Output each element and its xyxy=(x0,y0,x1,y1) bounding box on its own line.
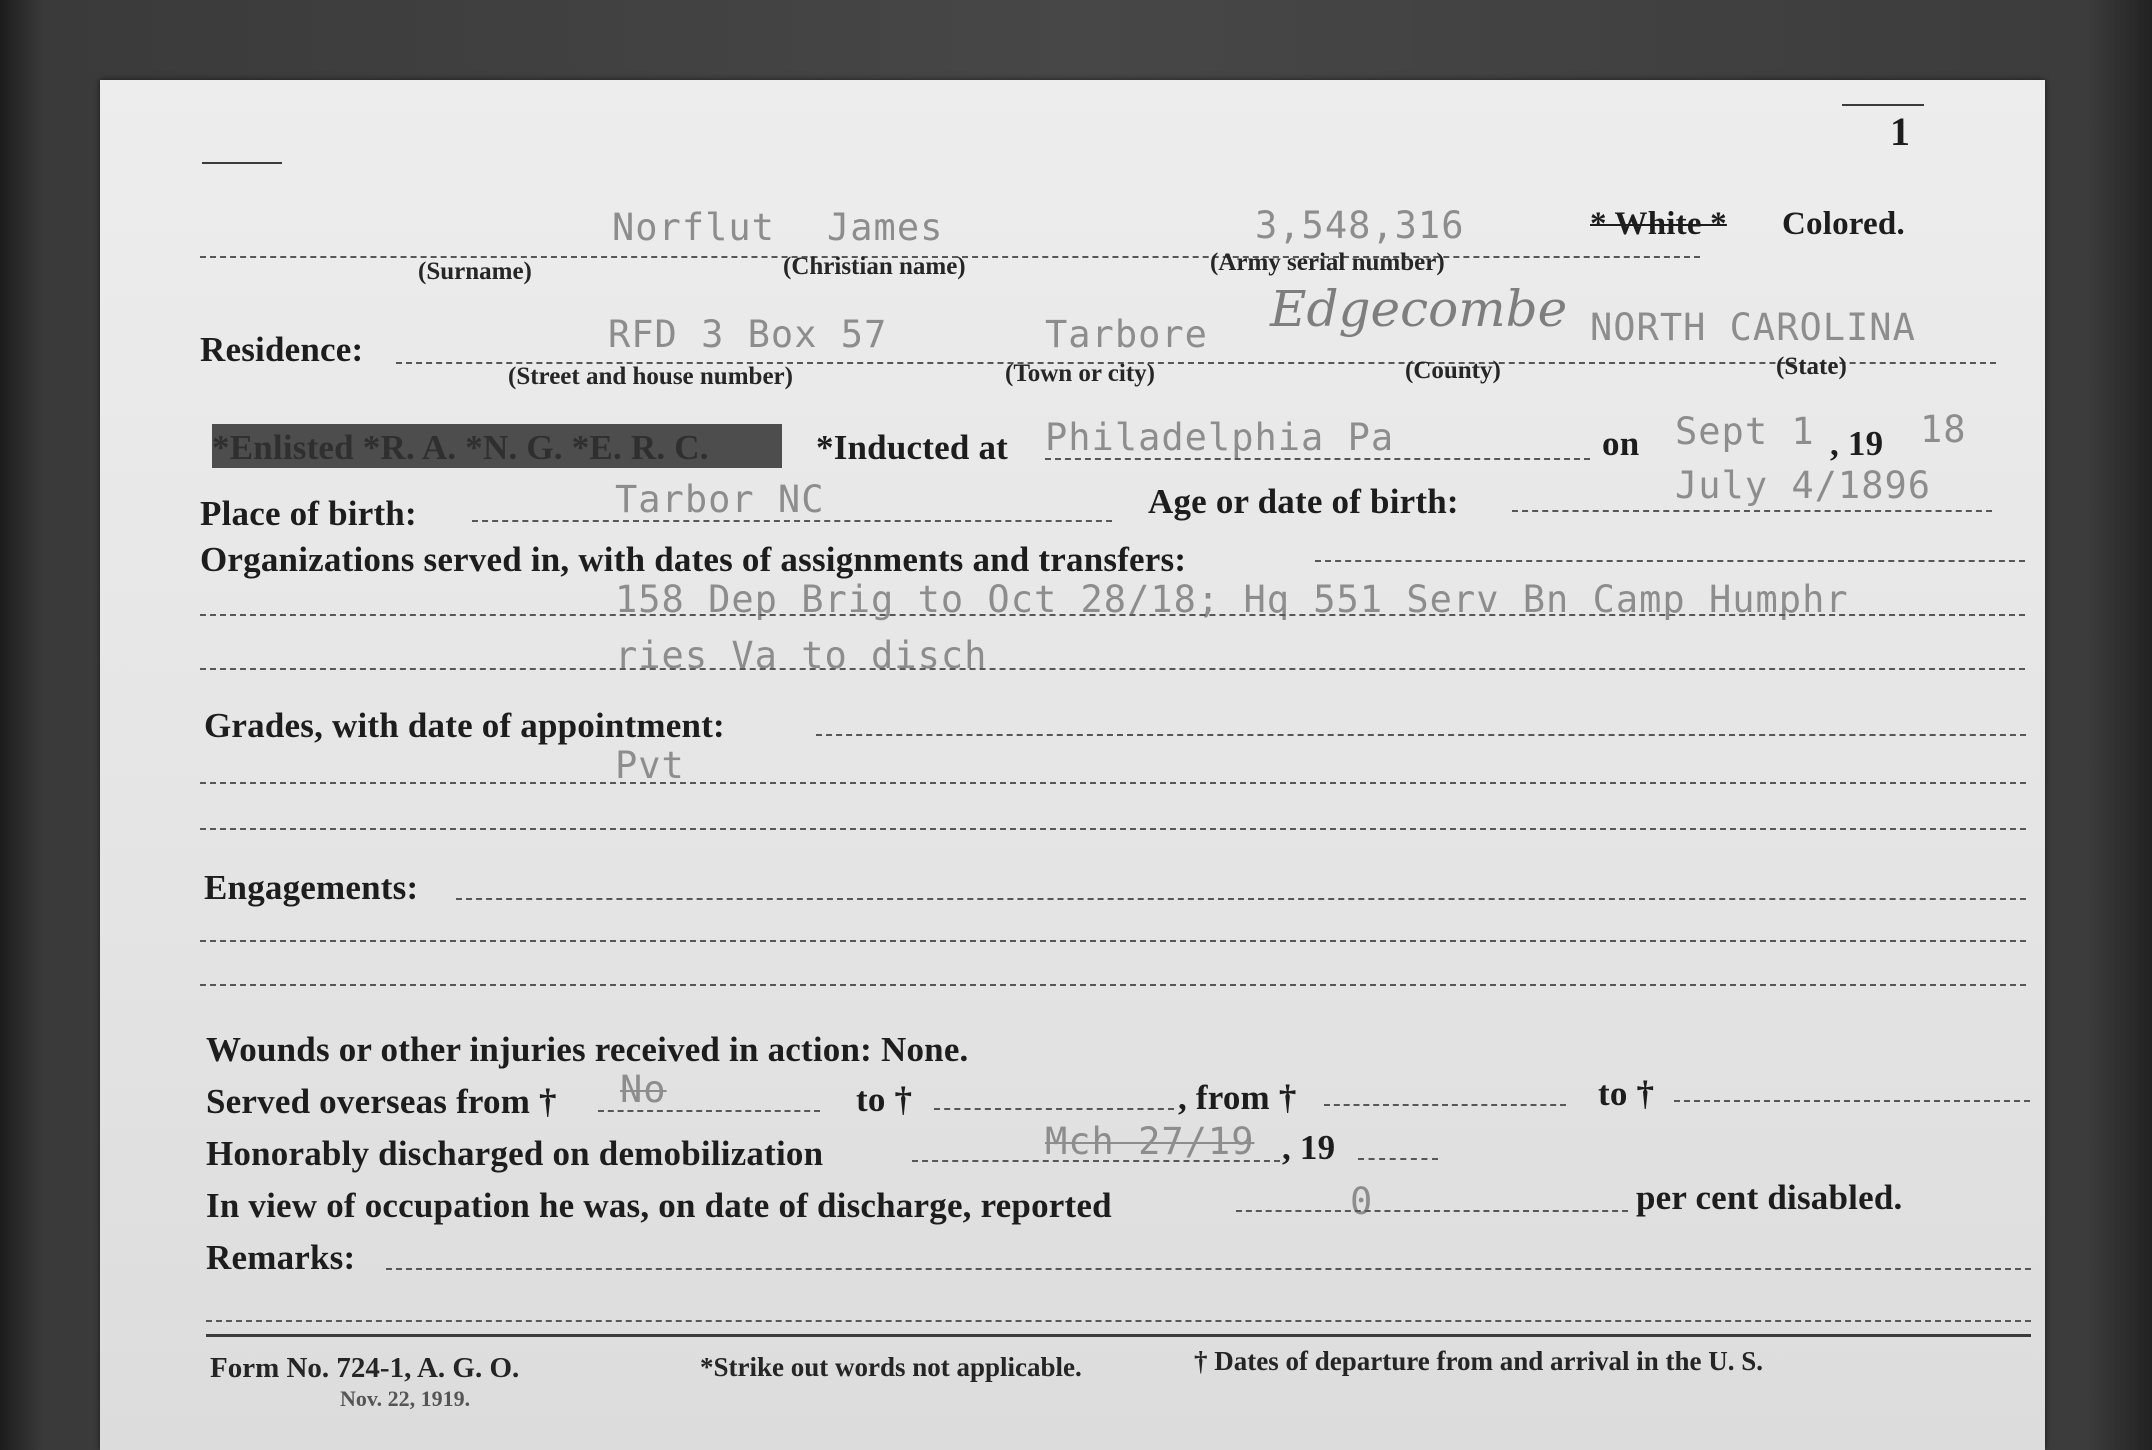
strike-out-note: *Strike out words not applicable. xyxy=(700,1352,1082,1382)
age-value: July 4/1896 xyxy=(1675,464,1932,507)
organizations-line-2 xyxy=(200,668,2025,670)
grades-value: Pvt xyxy=(615,744,685,787)
inducted-line xyxy=(1045,458,1590,460)
overseas-from-label: Served overseas from † xyxy=(206,1082,557,1121)
discharged-value: Mch 27/19 xyxy=(1045,1120,1255,1163)
town-value: Tarbore xyxy=(1045,313,1208,356)
discharged-label: Honorably discharged on demobilization xyxy=(206,1134,824,1173)
overseas-from2-line xyxy=(1324,1104,1566,1106)
street-value: RFD 3 Box 57 xyxy=(608,313,888,356)
christian-name-value: James xyxy=(827,206,944,249)
wounds-text: Wounds or other injuries received in action: None. xyxy=(206,1030,969,1069)
organizations-line-1 xyxy=(200,614,2025,616)
overseas-to2-line xyxy=(1674,1100,2030,1102)
form-number: Form No. 724-1, A. G. O. xyxy=(210,1352,520,1384)
organizations-label: Organizations served in, with dates of assignments and transfers: xyxy=(200,540,1187,579)
street-caption: (Street and house number) xyxy=(508,363,793,390)
footer-rule xyxy=(206,1334,2031,1337)
service-record-card xyxy=(100,80,2045,1450)
overseas-to2-label: to † xyxy=(1598,1074,1655,1113)
state-value: NORTH CAROLINA xyxy=(1590,306,1916,349)
colored-option: Colored. xyxy=(1782,206,1905,242)
card-number: 1 xyxy=(1890,109,1911,154)
serial-number-value: 3,548,316 xyxy=(1255,204,1465,247)
engagements-line-1 xyxy=(200,940,2026,942)
dates-note: † Dates of departure from and arrival in the U. S. xyxy=(1194,1346,1763,1376)
remarks-line-1 xyxy=(206,1320,2031,1322)
grades-line-2 xyxy=(200,828,2026,830)
place-of-birth-value: Tarbor NC xyxy=(615,478,825,521)
county-caption: (County) xyxy=(1405,357,1501,384)
serial-caption: (Army serial number) xyxy=(1210,249,1445,276)
occupation-label: In view of occupation he was, on date of discharge, reported xyxy=(206,1186,1112,1225)
place-of-birth-line xyxy=(472,520,1112,522)
surname-caption: (Surname) xyxy=(418,258,532,285)
induction-year: 18 xyxy=(1920,408,1967,451)
engagements-line-0 xyxy=(456,898,2026,900)
year-prefix: , 19 xyxy=(1830,424,1884,463)
discharged-year-line xyxy=(1358,1158,1438,1160)
place-of-birth-label: Place of birth: xyxy=(200,494,417,533)
enlisted-options: *Enlisted *R. A. *N. G. *E. R. C. xyxy=(212,428,709,467)
inducted-label: *Inducted at xyxy=(816,428,1009,467)
residence-label: Residence: xyxy=(200,330,364,369)
christian-name-caption: (Christian name) xyxy=(783,253,966,280)
discharged-line xyxy=(912,1160,1280,1162)
overseas-from-value: No xyxy=(620,1068,667,1111)
town-caption: (Town or city) xyxy=(1005,360,1155,387)
age-line xyxy=(1512,510,1992,512)
white-option: * White * xyxy=(1590,206,1727,242)
state-caption: (State) xyxy=(1776,353,1847,380)
remarks-label: Remarks: xyxy=(206,1238,356,1277)
grades-line-1 xyxy=(200,782,2026,784)
engagements-line-2 xyxy=(200,984,2026,986)
overseas-from-line xyxy=(598,1110,820,1112)
top-right-mark xyxy=(1842,104,1924,106)
top-left-mark xyxy=(202,162,282,164)
grades-label: Grades, with date of appointment: xyxy=(204,706,725,745)
inducted-date-value: Sept 1 xyxy=(1675,410,1815,453)
organizations-value-2: ries Va to disch xyxy=(615,634,988,677)
county-value: Edgecombe xyxy=(1270,280,1568,338)
surname-value: Norflut xyxy=(612,206,775,249)
disabled-label: per cent disabled. xyxy=(1636,1178,1903,1217)
on-label: on xyxy=(1602,424,1640,463)
discharged-year-prefix: , 19 xyxy=(1282,1128,1336,1167)
age-label: Age or date of birth: xyxy=(1148,482,1459,521)
occupation-value: 0 xyxy=(1350,1180,1374,1223)
inducted-place-value: Philadelphia Pa xyxy=(1045,416,1395,459)
overseas-to-label: to † xyxy=(856,1080,913,1119)
grades-line-0 xyxy=(816,734,2026,736)
overseas-from2-label: , from † xyxy=(1178,1078,1297,1117)
remarks-line-0 xyxy=(386,1268,2031,1270)
form-date: Nov. 22, 1919. xyxy=(340,1386,471,1411)
organizations-line-0 xyxy=(1315,560,2025,562)
overseas-to-line xyxy=(934,1108,1174,1110)
organizations-value-1: 158 Dep Brig to Oct 28/18; Hq 551 Serv Bn Camp Humphr xyxy=(615,578,1849,621)
engagements-label: Engagements: xyxy=(204,868,419,907)
occupation-line xyxy=(1236,1210,1628,1212)
